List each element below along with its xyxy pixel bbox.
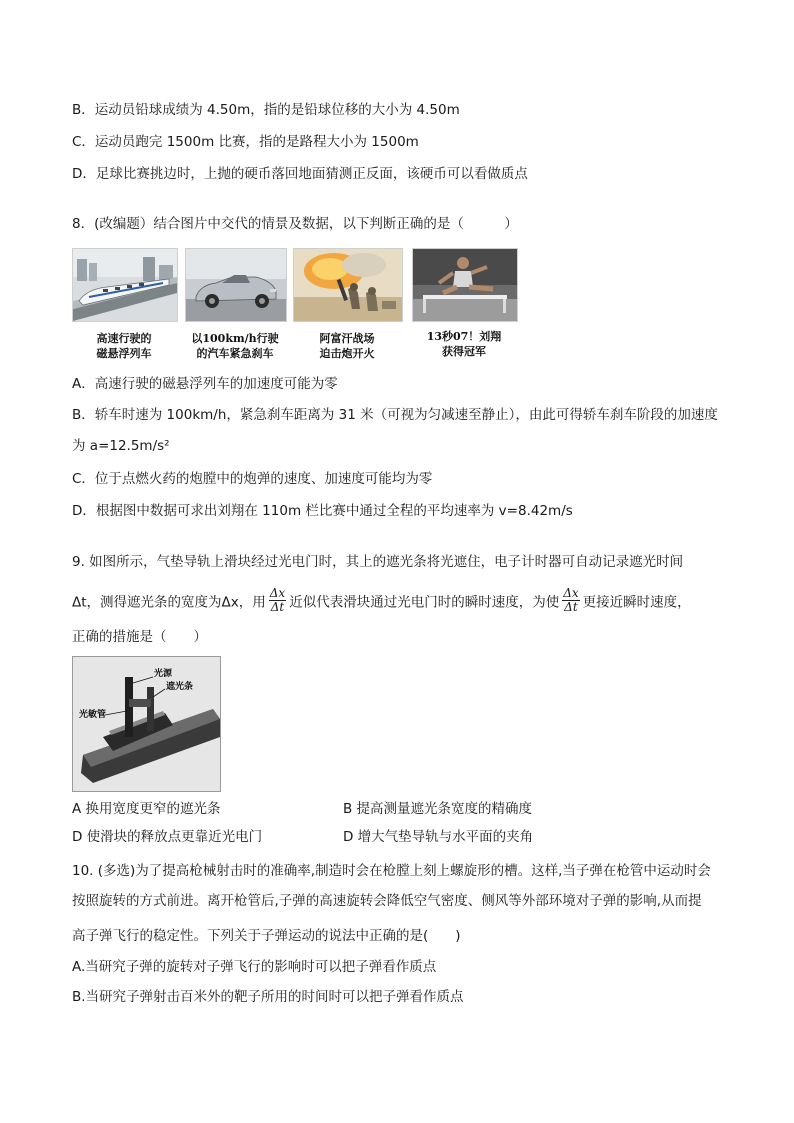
mortar-fire-photo [293, 248, 403, 322]
photo-caption-maglev: 高速行驶的 磁悬浮列车 [96, 332, 152, 360]
air-track-figure [72, 656, 221, 792]
q9-option-c: D 使滑块的释放点更靠近光电门 [72, 829, 263, 845]
label-photosensor: 光敏管 [79, 710, 107, 720]
q9-stem-line3: 正确的措施是（ ） [72, 629, 207, 645]
q10-stem-line1: 10. (多选)为了提高枪械射击时的准确率,制造时会在枪膛上刻上螺旋形的槽。这样,当子弹在枪管中运动时会 [72, 863, 711, 879]
q9-line2-part-a: Δt，测得遮光条的宽度为Δx，用 [72, 594, 266, 611]
q10-option-b: B.当研究子弹射击百米外的靶子所用的时间时可以把子弹看作质点 [72, 989, 464, 1005]
photo-caption-car: 以100km/h行驶 的汽车紧急刹车 [191, 332, 279, 360]
hurdler-photo [412, 248, 518, 322]
photo-caption-mortar: 阿富汗战场 迫击炮开火 [319, 332, 375, 360]
q10-stem-line3: 高子弹飞行的稳定性。下列关于子弹运动的说法中正确的是( ) [72, 928, 461, 944]
label-light-source: 光源 [154, 669, 173, 679]
q9-stem-line2 [72, 586, 691, 616]
q7-option-b: B．运动员铅球成绩为 4.50m，指的是铅球位移的大小为 4.50m [72, 102, 460, 118]
q9-line2-part-c: 更接近瞬时速度， [582, 594, 691, 611]
q8-option-b-line1: B．轿车时速为 100km/h，紧急刹车距离为 31 米（可视为匀减速至静止），由此可得轿车刹车阶段的加速度 [72, 407, 718, 423]
q10-option-a: A.当研究子弹的旋转对子弹飞行的影响时可以把子弹看作质点 [72, 959, 437, 975]
q8-stem: 8．(改编题）结合图片中交代的情景及数据，以下判断正确的是（ ） [72, 216, 518, 232]
q8-option-a: A．高速行驶的磁悬浮列车的加速度可能为零 [72, 376, 338, 392]
q10-stem-line2: 按照旋转的方式前进。离开枪管后,子弹的高速旋转会降低空气密度、侧风等外部环境对子弹的影响,从而提 [72, 893, 702, 909]
maglev-train-photo [72, 248, 178, 322]
car-braking-photo [185, 248, 287, 322]
label-shutter-strip: 遮光条 [166, 682, 194, 692]
q7-option-c: C．运动员跑完 1500m 比赛，指的是路程大小为 1500m [72, 134, 419, 150]
photo-caption-hurdler: 13秒07！刘翔 获得冠军 [426, 330, 502, 358]
q8-option-b-line2: 为 a=12.5m/s² [72, 438, 170, 454]
q9-option-b: B 提高测量遮光条宽度的精确度 [343, 801, 533, 817]
q7-option-d: D．足球比赛挑边时，上抛的硬币落回地面猜测正反面，该硬币可以看做质点 [72, 166, 528, 182]
q8-option-d: D．根据图中数据可求出刘翔在 110m 栏比赛中通过全程的平均速率为 v=8.42m/s [72, 503, 573, 519]
q8-option-c: C．位于点燃火药的炮膛中的炮弹的速度、加速度可能均为零 [72, 471, 433, 487]
q9-line2-part-b: 近似代表滑块通过光电门时的瞬时速度，为使 [289, 594, 560, 611]
q9-option-d: D 增大气垫导轨与水平面的夹角 [343, 829, 534, 845]
fraction-dx-dt-2: $\frac{\Delta x}{\Delta t}$ [563, 586, 579, 614]
fraction-dx-dt-1: $\frac{\Delta x}{\Delta t}$ [269, 586, 286, 614]
q9-option-a: A 换用宽度更窄的遮光条 [72, 801, 221, 817]
q9-stem-line1: 9. 如图所示，气垫导轨上滑块经过光电门时，其上的遮光条将光遮住，电子计时器可自动记录遮光时间 [72, 554, 684, 570]
